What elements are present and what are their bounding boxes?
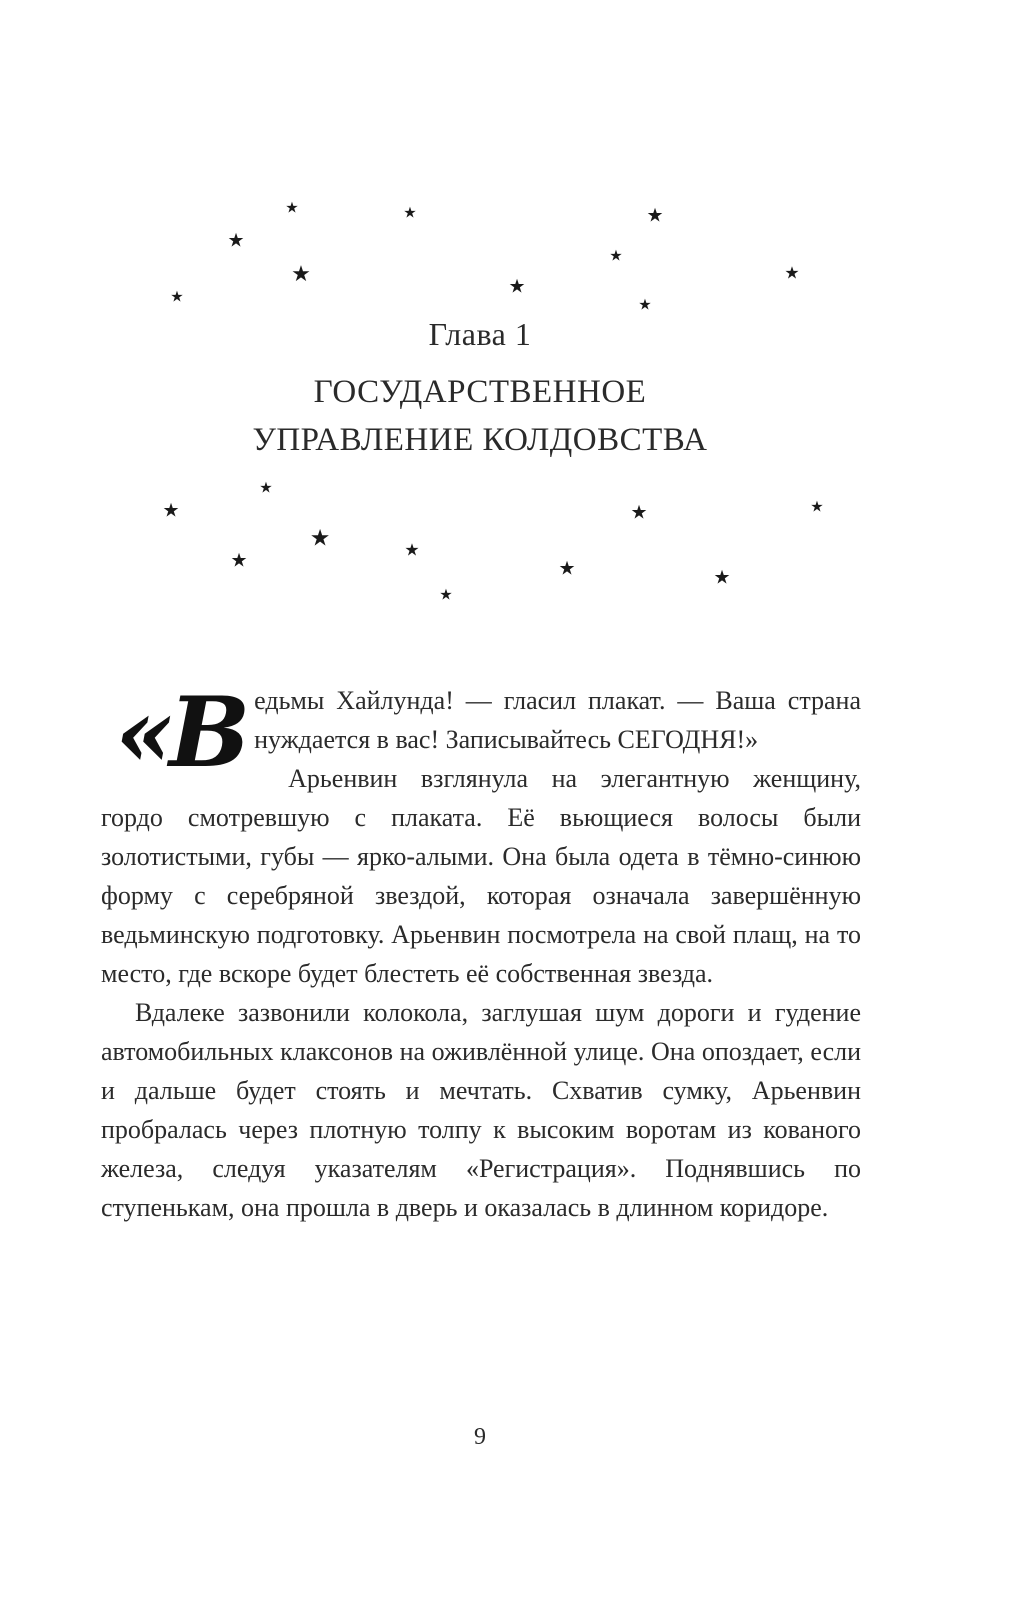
paragraph: Арьенвин взглянула на элегантную женщину, гордо смотревшую с плаката. Её вьющиеся волосы были золотистыми, губы — ярко-алыми. Она была одета в тёмно-синюю форму с серебряной звездой, которая означала завершённую ведьминскую подготовку. Арьенвин посмотрела на свой плащ, на то место, где вскоре будет блестеть её собственная звезда. [101,764,861,988]
page-number: 9 [474,1424,486,1450]
paragraph: Вдалеке зазвонили колокола, заглушая шум дороги и гудение автомобильных клаксонов на оживлённой улице. Она опоздает, если и дальше будет стоять и мечтать. Схватив сумку, Арьенвин пробралась через плотную толпу к высоким воротам из кованого железа, следуя указателям «Регистрация». Поднявшись по ступенькам, она прошла в дверь и оказалась в длинном коридоре. [101,998,861,1222]
star-icon: ★ [609,246,623,265]
star-icon: ★ [630,501,648,524]
star-icon: ★ [404,540,420,561]
star-icon: ★ [162,499,180,522]
chapter-title-line: ГОСУДАРСТВЕННОЕ [313,374,647,410]
star-icon: ★ [227,229,245,252]
star-icon: ★ [810,497,824,516]
star-icon: ★ [259,478,273,497]
star-icon: ★ [784,263,800,284]
star-icon: ★ [439,585,453,604]
star-icon: ★ [508,275,526,298]
drop-cap: «В [115,676,245,789]
chapter-title [0,368,960,464]
chapter-title-line: УПРАВЛЕНИЕ КОЛДОВСТВА [252,422,708,458]
opening-paragraph [101,676,861,789]
star-icon: ★ [558,557,576,580]
star-icon: ★ [285,198,299,217]
star-icon: ★ [713,566,731,589]
opening-paragraph-text: едьмы Хайлунда! — гласил плакат. — Ваша страна нуждается в вас! Записывайтесь СЕГОДНЯ!» [254,686,861,754]
star-icon: ★ [638,295,652,314]
star-icon: ★ [170,287,184,306]
star-icon: ★ [291,262,311,287]
star-icon: ★ [646,204,664,227]
star-icon: ★ [403,203,417,222]
star-icon: ★ [309,525,331,552]
chapter-body [101,676,861,1227]
chapter-number: Глава 1 [428,316,532,352]
star-icon: ★ [230,549,248,572]
